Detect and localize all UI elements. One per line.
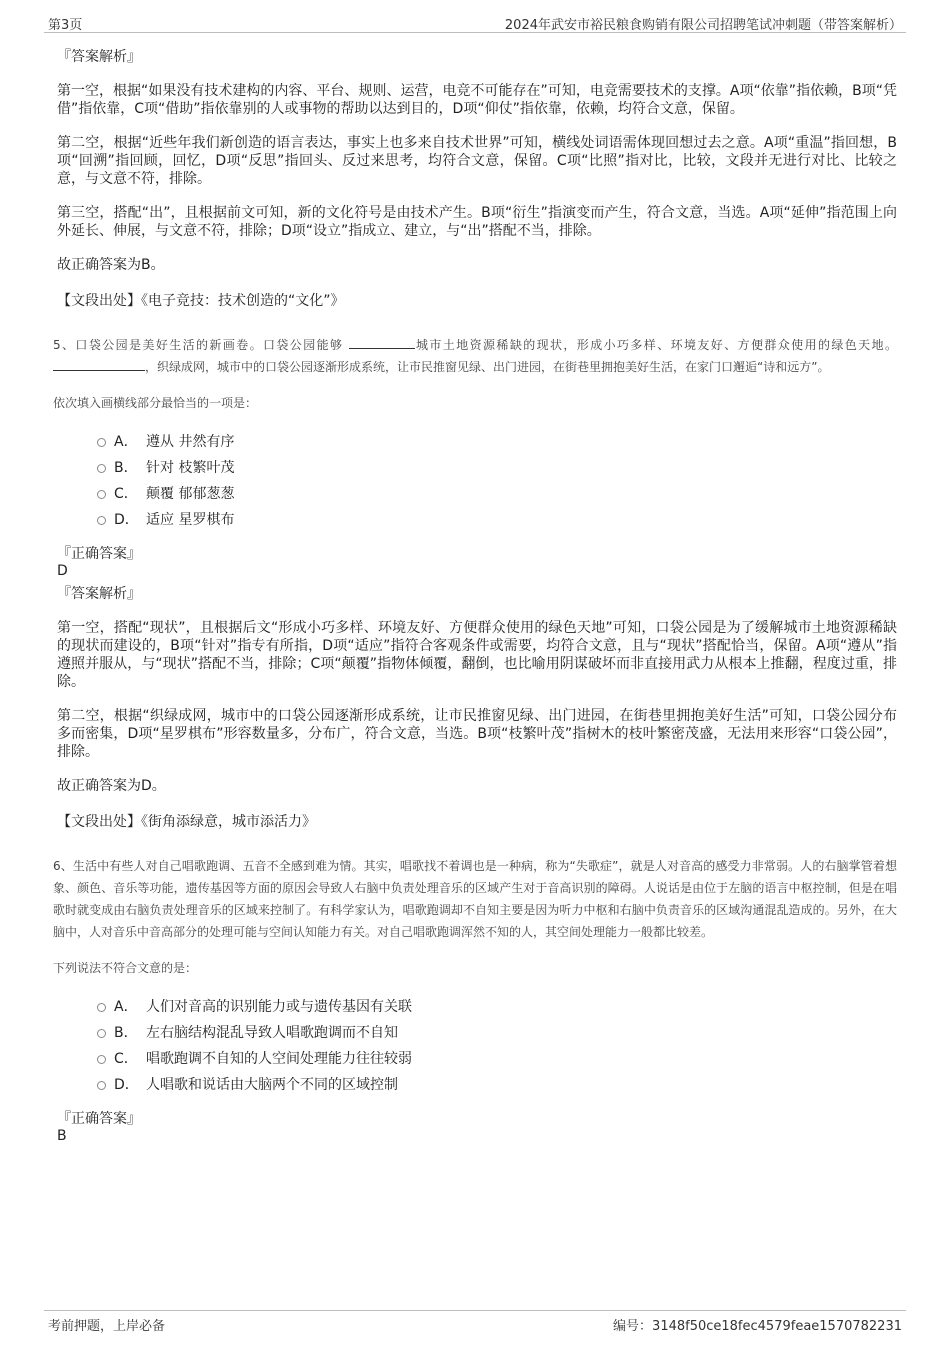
q5-text-b: 城市土地资源稀缺的现状，形成小巧多样、环境友好、方便群众使用的绿色天地。 [414, 338, 897, 352]
q6-option-a[interactable]: A． 人们对音高的识别能力或与遗传基因有关联 [97, 994, 897, 1020]
q5-analysis-label: 『答案解析』 [57, 586, 141, 602]
q6-option-d[interactable]: D． 人唱歌和说话由大脑两个不同的区域控制 [97, 1072, 897, 1098]
q4-source: 【文段出处】《电子竞技：技术创造的“文化”》 [57, 293, 345, 309]
document-id: 编号：3148f50ce18fec4579feae1570782231 [613, 1319, 902, 1334]
q4-conclusion: 故正确答案为B。 [57, 257, 165, 273]
radio-icon[interactable] [97, 464, 106, 473]
radio-icon[interactable] [97, 1003, 106, 1012]
q5-answer-label: 『正确答案』 [57, 546, 141, 562]
radio-icon[interactable] [97, 1029, 106, 1038]
q5-text-a: 5、口袋公园是美好生活的新画卷。口袋公园能够 [53, 338, 344, 352]
q6-options [97, 994, 897, 1098]
q4-analysis-p3: 第三空，搭配“出”，且根据前文可知，新的文化符号是由技术产生。B项“衍生”指演变而产生，符合文意，当选。A项“延伸”指范围上向外延长、伸展，与文意不符，排除；D项“设立”指成立、建立，与“出”搭配不当，排除。 [57, 205, 897, 239]
q5-conclusion: 故正确答案为D。 [57, 778, 166, 794]
q5-blank-1 [349, 336, 415, 349]
q6-prompt: 下列说法不符合文意的是： [53, 961, 198, 975]
q5-option-c[interactable]: C． 颠覆 郁郁葱葱 [97, 481, 897, 507]
radio-icon[interactable] [97, 1055, 106, 1064]
footer-slogan: 考前押题，上岸必备 [48, 1319, 166, 1334]
radio-icon[interactable] [97, 438, 106, 447]
radio-icon[interactable] [97, 490, 106, 499]
q5-answer: D [57, 563, 68, 579]
radio-icon[interactable] [97, 516, 106, 525]
q5-options [97, 429, 897, 533]
page-number: 第3页 [48, 18, 83, 33]
q5-analysis-p2: 第二空，根据“织绿成网，城市中的口袋公园逐渐形成系统，让市民推窗见绿、出门进园，在街巷里拥抱美好生活”可知，口袋公园分布多而密集，D项“星罗棋布”形容数量多，分布广，符合文意，当选。B项“枝繁叶茂”指树木的枝叶繁密茂盛，无法用来形容“口袋公园”，排除。 [57, 708, 897, 760]
q5-blank-2 [53, 358, 145, 371]
document-title: 2024年武安市裕民粮食购销有限公司招聘笔试冲刺题（带答案解析） [504, 18, 902, 33]
q5-analysis-p1: 第一空，搭配“现状”，且根据后文“形成小巧多样、环境友好、方便群众使用的绿色天地”可知，口袋公园是为了缓解城市土地资源稀缺的现状而建设的，B项“针对”指专有所指，D项“适应”指符合客观条件或需要，均符合文意，且与“现状”搭配恰当，保留。A项“遵从”指遵照并服从，与“现状”搭配不当，排除；C项“颠覆”指物体倾覆，翻倒，也比喻用阴谋破坏而非直接用武力从根本上推翻，程度过重，排除。 [57, 620, 897, 690]
q6-stem: 6、生活中有些人对自己唱歌跑调、五音不全感到难为情。其实，唱歌找不着调也是一种病，称为“失歌症”，就是人对音高的感受力非常弱。人的右脑掌管着想象、颜色、音乐等功能，遗传基因等方面的原因会导致人右脑中负责处理音乐的区域产生对于音高识别的障碍。人说话是由位于左脑的语言中枢控制，但是在唱歌时就变成由右脑负责处理音乐的区域来控制了。有科学家认为，唱歌跑调却不自知主要是因为听力中枢和右脑中负责音乐的区域沟通混乱造成的。另外，在大脑中，人对音乐中音高部分的处理可能与空间认知能力有关。对自己唱歌跑调浑然不知的人，其空间处理能力一般都比较差。 [53, 859, 897, 939]
q5-source: 【文段出处】《街角添绿意，城市添活力》 [57, 814, 316, 830]
q6-answer-label: 『正确答案』 [57, 1111, 141, 1127]
q5-stem [53, 334, 897, 378]
q6-answer: B [57, 1128, 67, 1144]
page-footer [44, 1310, 906, 1335]
q4-analysis-label: 『答案解析』 [57, 49, 141, 65]
page-header [44, 12, 906, 33]
q5-option-b[interactable]: B． 针对 枝繁叶茂 [97, 455, 897, 481]
q4-analysis-p2: 第二空，根据“近些年我们新创造的语言表达，事实上也多来自技术世界”可知，横线处词语需体现回想过去之意。A项“重温”指回想，B项“回溯”指回顾，回忆，D项“反思”指回头、反过来思考，均符合文意，保留。C项“比照”指对比，比较，文段并无进行对比、比较之意，与文意不符，排除。 [57, 135, 897, 187]
q6-option-b[interactable]: B． 左右脑结构混乱导致人唱歌跑调而不自知 [97, 1020, 897, 1046]
page-content [53, 46, 897, 1148]
radio-icon[interactable] [97, 1081, 106, 1090]
q5-prompt: 依次填入画横线部分最恰当的一项是： [53, 396, 258, 410]
q4-analysis-p1: 第一空，根据“如果没有技术建构的内容、平台、规则、运营，电竞不可能存在”可知，电竞需要技术的支撑。A项“依靠”指依赖，B项“凭借”指依靠，C项“借助”指依靠别的人或事物的帮助以达到目的，D项“仰仗”指依靠，依赖，均符合文意，保留。 [57, 83, 897, 117]
q6-option-c[interactable]: C． 唱歌跑调不自知的人空间处理能力往往较弱 [97, 1046, 897, 1072]
q5-option-a[interactable]: A． 遵从 井然有序 [97, 429, 897, 455]
q5-option-d[interactable]: D． 适应 星罗棋布 [97, 507, 897, 533]
q5-text-c: ，织绿成网，城市中的口袋公园逐渐形成系统，让市民推窗见绿、出门进园，在街巷里拥抱美好生活，在家门口邂逅“诗和远方”。 [145, 360, 830, 374]
